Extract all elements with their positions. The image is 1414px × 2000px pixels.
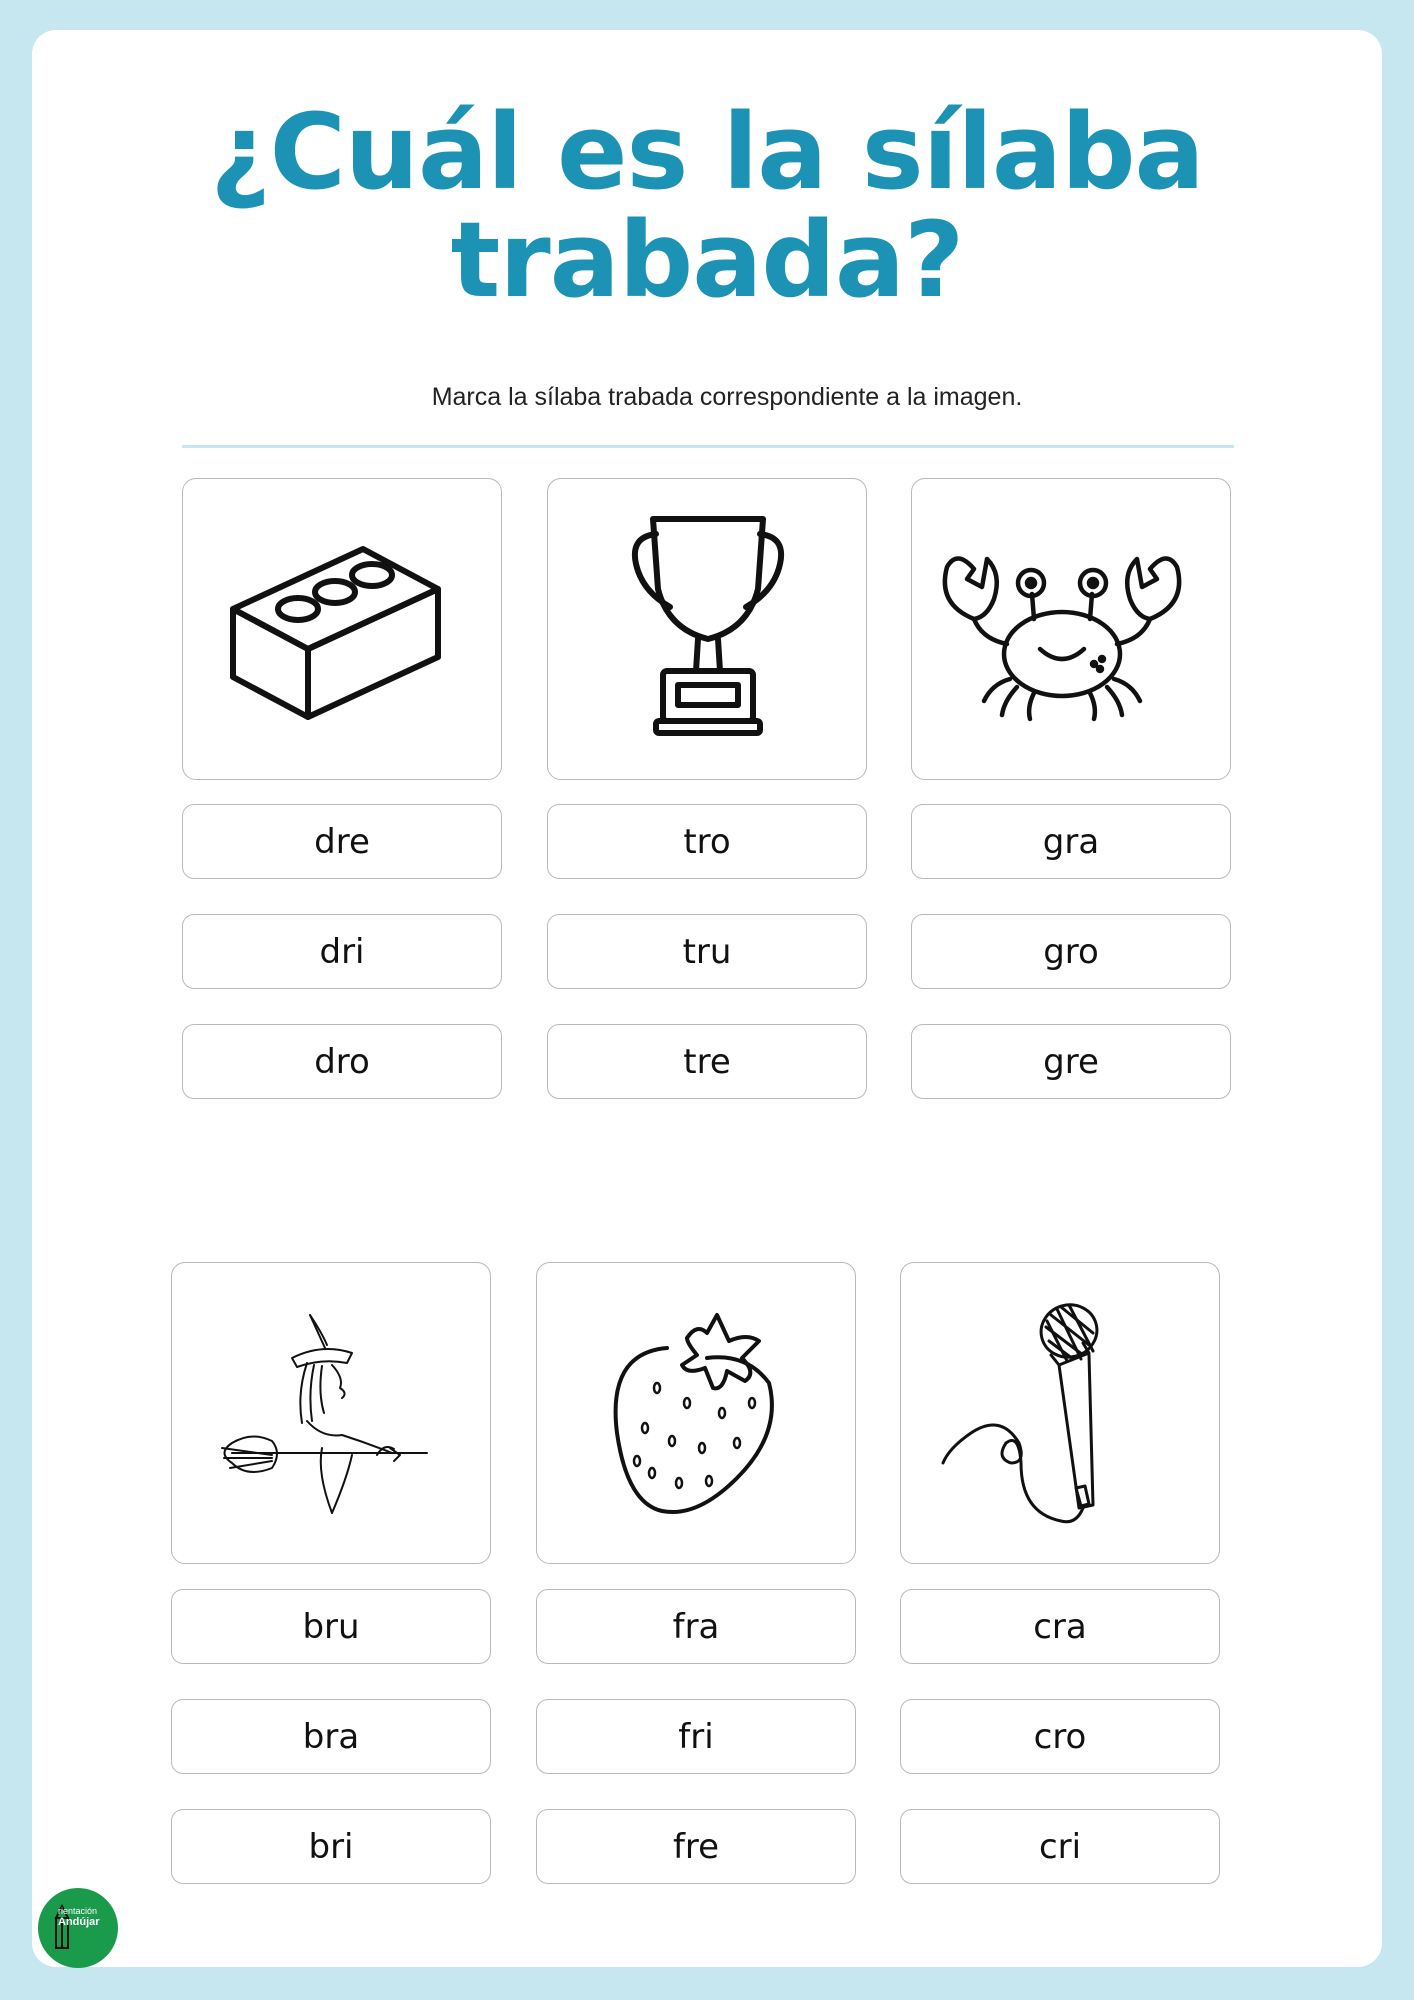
option-dre[interactable]: dre (182, 804, 502, 879)
title-line-1: ¿Cuál es la sílaba (210, 91, 1204, 213)
brick-icon (183, 479, 503, 781)
option-fra[interactable]: fra (536, 1589, 856, 1664)
option-fre[interactable]: fre (536, 1809, 856, 1884)
logo-text-line-2: Andújar (58, 1916, 100, 1928)
option-tro[interactable]: tro (547, 804, 867, 879)
option-cri[interactable]: cri (900, 1809, 1220, 1884)
page-title (0, 91, 1414, 321)
picture-card-strawberry (536, 1262, 856, 1564)
witch-icon (172, 1263, 492, 1565)
option-bru[interactable]: bru (171, 1589, 491, 1664)
picture-card-brick (182, 478, 502, 780)
picture-card-crab (911, 478, 1231, 780)
option-tre[interactable]: tre (547, 1024, 867, 1099)
crab-icon (912, 479, 1232, 781)
trophy-icon (548, 479, 868, 781)
option-cro[interactable]: cro (900, 1699, 1220, 1774)
strawberry-icon (537, 1263, 857, 1565)
option-bra[interactable]: bra (171, 1699, 491, 1774)
option-dro[interactable]: dro (182, 1024, 502, 1099)
option-dri[interactable]: dri (182, 914, 502, 989)
picture-card-trophy (547, 478, 867, 780)
divider (182, 445, 1234, 448)
picture-card-microphone (900, 1262, 1220, 1564)
option-gre[interactable]: gre (911, 1024, 1231, 1099)
picture-card-witch (171, 1262, 491, 1564)
option-fri[interactable]: fri (536, 1699, 856, 1774)
option-tru[interactable]: tru (547, 914, 867, 989)
option-bri[interactable]: bri (171, 1809, 491, 1884)
option-cra[interactable]: cra (900, 1589, 1220, 1664)
option-gro[interactable]: gro (911, 914, 1231, 989)
instruction-text: Marca la sílaba trabada correspondiente a la imagen. (431, 383, 1023, 411)
microphone-icon (901, 1263, 1221, 1565)
title-line-2: trabada? (450, 199, 964, 321)
logo-text-line-1: rientación (58, 1906, 98, 1916)
option-gra[interactable]: gra (911, 804, 1231, 879)
brand-logo (38, 1888, 118, 1968)
